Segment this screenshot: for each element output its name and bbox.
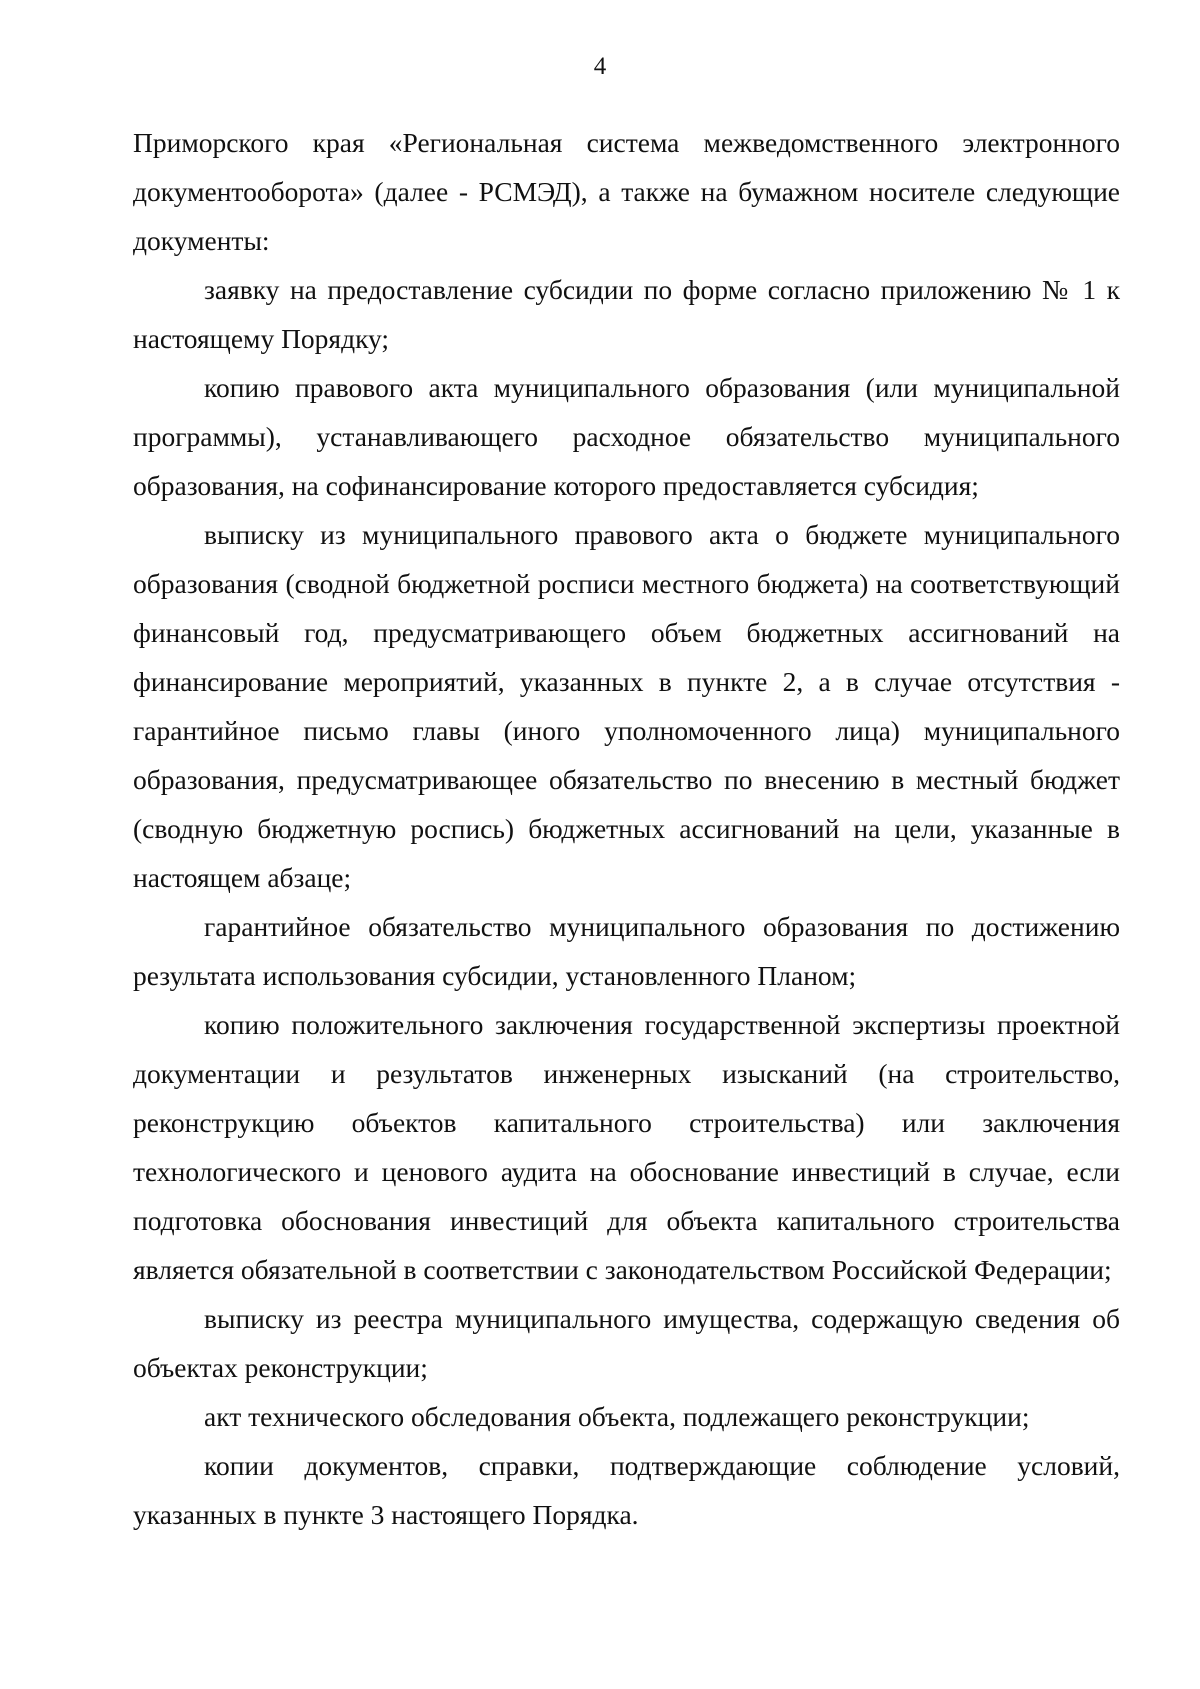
- page-number: 4: [593, 53, 607, 80]
- paragraph-technical-inspection-act: акт технического обследования объекта, подлежащего реконструкции;: [204, 1401, 1030, 1432]
- paragraph-supporting-documents: копии документов, справки, подтверждающие соблюдение условий, указанных в пункте 3 настоящего Порядка.: [133, 1450, 1120, 1530]
- document-body: [133, 118, 1120, 1539]
- paragraph-application: заявку на предоставление субсидии по форме согласно приложению № 1 к настоящему Порядку;: [133, 274, 1120, 354]
- paragraph-guarantee-obligation: гарантийное обязательство муниципального образования по достижению результата использования субсидии, установленного Планом;: [133, 911, 1120, 991]
- paragraph-property-registry-extract: выписку из реестра муниципального имущества, содержащую сведения об объектах реконструкции;: [133, 1303, 1120, 1383]
- paragraph-intro: Приморского края «Региональная система межведомственного электронного документооборота» (далее - РСМЭД), а также на бумажном носителе следующие документы:: [133, 127, 1120, 256]
- paragraph-expertise-copy: копию положительного заключения государственной экспертизы проектной документации и результатов инженерных изысканий (на строительство, реконструкцию объектов капитального строительства) или заключения технологического и ценового аудита на обоснование инвестиций в случае, если подготовка обоснования инвестиций для объекта капитального строительства является обязательной в соответствии с законодательством Российской Федерации;: [133, 1009, 1120, 1285]
- paragraph-budget-extract: выписку из муниципального правового акта о бюджете муниципального образования (сводной бюджетной росписи местного бюджета) на соответствующий финансовый год, предусматривающего объем бюджетных ассигнований на финансирование мероприятий, указанных в пункте 2, а в случае отсутствия - гарантийное письмо главы (иного уполномоченного лица) муниципального образования, предусматривающее обязательство по внесению в местный бюджет (сводную бюджетную роспись) бюджетных ассигнований на цели, указанные в настоящем абзаце;: [133, 519, 1120, 893]
- paragraph-legal-act-copy: копию правового акта муниципального образования (или муниципальной программы), устанавливающего расходное обязательство муниципального образования, на софинансирование которого предоставляется субсидия;: [133, 372, 1120, 501]
